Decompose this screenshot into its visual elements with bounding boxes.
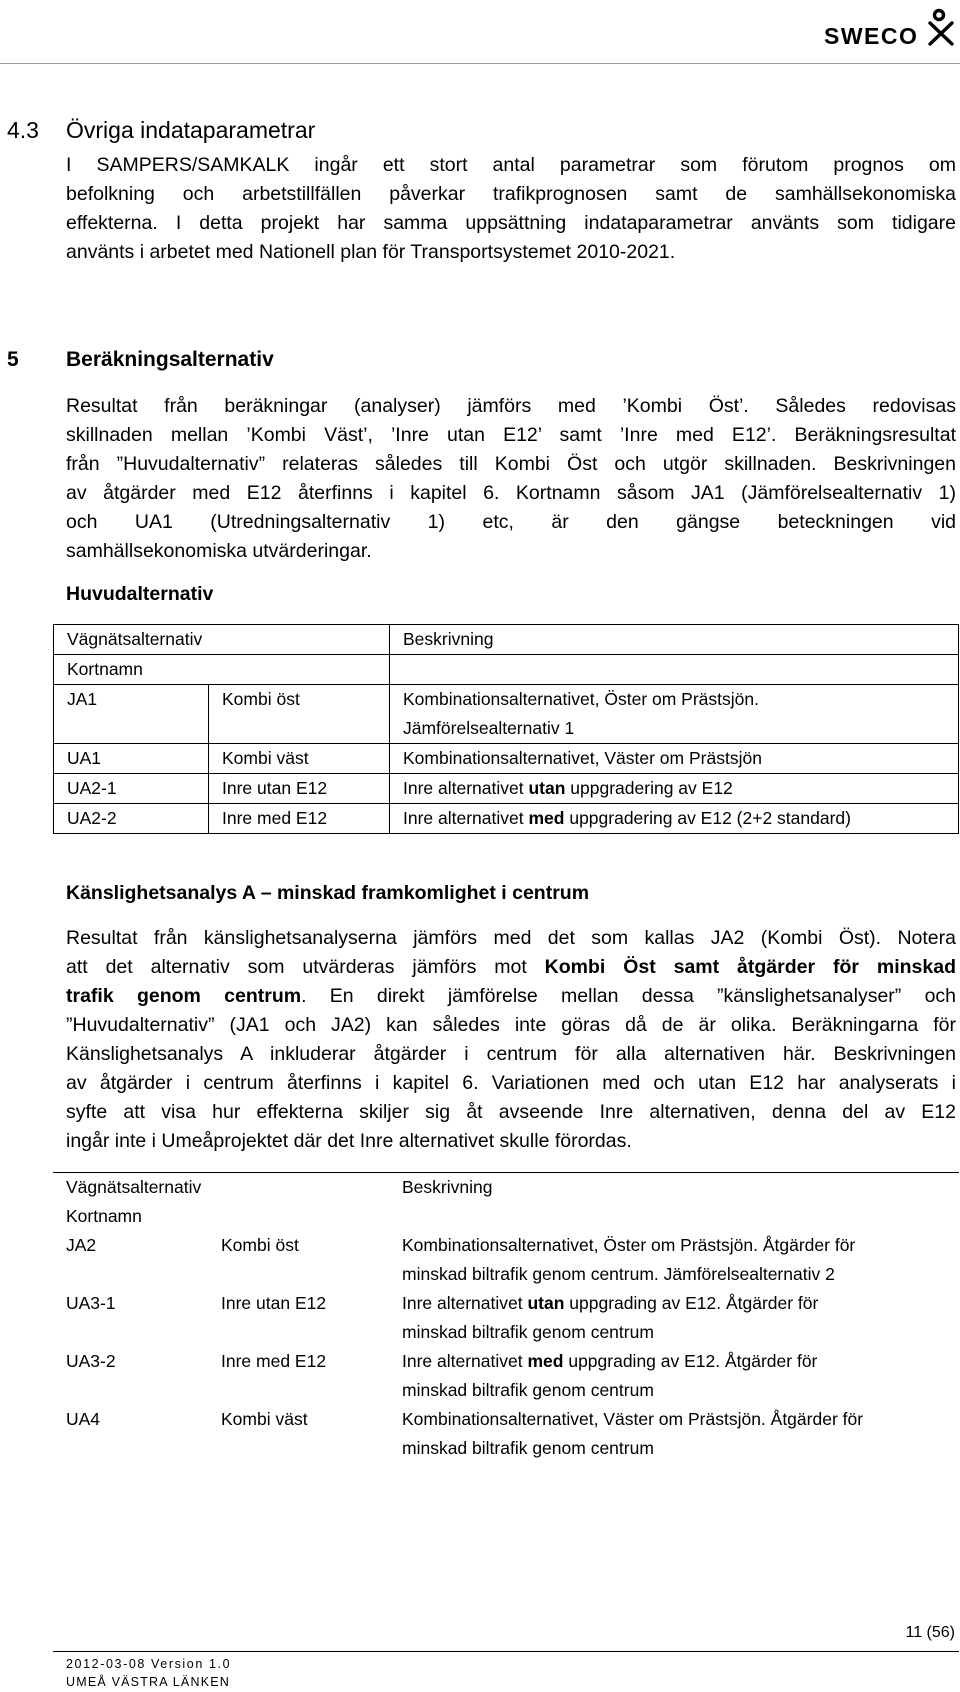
table-cell-name: Kombi öst (221, 1235, 299, 1255)
footer-project: UMEÅ VÄSTRA LÄNKEN (66, 1675, 231, 1689)
desc-bold: utan (528, 778, 566, 798)
table-row (53, 1347, 959, 1405)
table-subheader-cell (389, 1202, 959, 1231)
body-bold: Kombi Öst samt åtgärder för minskad (544, 956, 956, 978)
huvudalternativ-heading: Huvudalternativ (66, 583, 214, 605)
desc-line: Kombinationsalternativet, Öster om Prästsjön. Åtgärder för (402, 1235, 856, 1255)
kanslighetsanalys-heading: Känslighetsanalys A – minskad framkomlighet i centrum (66, 882, 590, 904)
desc-line: Kombinationsalternativet, Öster om Prästsjön. (403, 689, 759, 709)
body-line: och UA1 (Utredningsalternativ 1) etc, är den gängse beteckningen vid (66, 511, 956, 533)
desc-text: Inre alternativet (403, 808, 529, 828)
body-line: effekterna. I detta projekt har samma uppsättning indataparametrar använts som tidigare (66, 212, 956, 234)
desc-text: uppgrading av E12. Åtgärder för (563, 1351, 818, 1371)
table-cell-code: UA2-2 (54, 804, 209, 834)
table-header-row (54, 625, 959, 655)
table-cell-name: Kombi öst (209, 685, 390, 744)
page-number: 11 (56) (905, 1624, 955, 1641)
desc-bold: utan (527, 1293, 565, 1313)
desc-text: Inre alternativet (403, 778, 529, 798)
kanslighetsanalys-table (53, 1172, 959, 1463)
body-line: använts i arbetet med Nationell plan för Transportsystemet 2010-2021. (66, 241, 676, 263)
desc-bold: med (528, 808, 565, 828)
table-subheader-cell: Kortnamn (66, 1206, 142, 1226)
table-header-cell: Vägnätsalternativ (54, 625, 390, 655)
table-cell-name: Inre utan E12 (221, 1293, 327, 1313)
table-cell-name: Inre med E12 (221, 1351, 327, 1371)
table-header-cell: Beskrivning (402, 1177, 493, 1197)
body-line (66, 1127, 956, 1156)
footer-rule (53, 1651, 959, 1652)
desc-text: uppgradering av E12 (2+2 standard) (564, 808, 851, 828)
table-cell-desc (390, 774, 959, 804)
desc-line (402, 1347, 959, 1376)
desc-line: minskad biltrafik genom centrum (402, 1380, 654, 1400)
section-5-body (66, 392, 956, 566)
table-cell-desc (389, 1231, 959, 1289)
desc-text: Inre alternativet (402, 1293, 528, 1313)
table-subheader-row (54, 655, 959, 685)
header-rule (0, 63, 960, 64)
body-line: samhällsekonomiska utvärderingar. (66, 540, 372, 562)
section-4-3-heading (7, 117, 315, 144)
section-title: Beräkningsalternativ (66, 348, 274, 371)
body-text: ”Huvudalternativ” (JA1 och JA2) kan således inte göras då de är olika. Beräkningarna för (66, 1014, 956, 1036)
table-cell-code: UA2-1 (54, 774, 209, 804)
table-row (53, 1405, 959, 1463)
table-cell-desc (390, 804, 959, 834)
table-cell-code: JA2 (66, 1235, 97, 1255)
section-4-3-body (66, 151, 956, 267)
footer-date-version: 2012-03-08 Version 1.0 (66, 1657, 232, 1671)
table-cell-code: UA3-2 (66, 1351, 116, 1371)
table-cell-desc (389, 1347, 959, 1405)
table-cell-desc: Kombinationsalternativet, Väster om Prästsjön (390, 744, 959, 774)
body-line: befolkning och arbetstillfällen påverkar trafikprognosen samt de samhällsekonomiska (66, 183, 956, 205)
desc-line: minskad biltrafik genom centrum (402, 1438, 654, 1458)
body-line (66, 982, 956, 1011)
body-line: skillnaden mellan ’Kombi Väst’, ’Inre utan E12’ samt ’Inre med E12’. Beräkningsresultat (66, 424, 956, 446)
section-number: 5 (7, 348, 19, 371)
desc-line (402, 1289, 959, 1318)
desc-text: uppgradering av E12 (565, 778, 733, 798)
body-line (66, 1040, 956, 1069)
logo-text: SWECO (824, 23, 919, 48)
body-line (66, 953, 956, 982)
body-text: att det alternativ som utvärderas jämförs mot (66, 956, 545, 978)
table-row (54, 744, 959, 774)
table-cell-code: JA1 (54, 685, 209, 744)
huvudalternativ-table (53, 624, 959, 834)
table-header-cell: Vägnätsalternativ (66, 1177, 202, 1197)
table-header-cell: Beskrivning (390, 625, 959, 655)
table-cell-code: UA4 (66, 1409, 101, 1429)
body-text: syfte att visa hur effekterna skiljer sig åt avseende Inre alternativen, denna del av E12 (66, 1101, 956, 1123)
body-bold: trafik genom centrum (66, 985, 302, 1007)
desc-line: Jämförelsealternativ 1 (403, 718, 575, 738)
body-text: ingår inte i Umeåprojektet där det Inre alternativet skulle förordas. (66, 1130, 632, 1152)
desc-line: Kombinationsalternativet, Väster om Prästsjön. Åtgärder för (402, 1409, 864, 1429)
table-cell-name: Kombi väst (209, 744, 390, 774)
table-subheader-row (53, 1202, 959, 1231)
body-line (66, 1069, 956, 1098)
body-text: Känslighetsanalys A inkluderar åtgärder i centrum för alla alternativen här. Beskrivningen (66, 1043, 956, 1065)
table-cell-desc (390, 685, 959, 744)
body-line: från ”Huvudalternativ” relateras således till Kombi Öst och utgör skillnaden. Beskrivningen (66, 453, 956, 475)
table-cell-desc (389, 1289, 959, 1347)
table-row (53, 1289, 959, 1347)
table-row (54, 774, 959, 804)
kanslighetsanalys-body (66, 924, 956, 1156)
section-number: 4.3 (7, 117, 39, 143)
table-subheader-cell (390, 655, 959, 685)
desc-line: minskad biltrafik genom centrum (402, 1322, 654, 1342)
body-line (66, 1011, 956, 1040)
table-row (53, 1231, 959, 1289)
body-line: I SAMPERS/SAMKALK ingår ett stort antal parametrar som förutom prognos om (66, 154, 956, 176)
body-line: av åtgärder med E12 återfinns i kapitel 6. Kortnamn såsom JA1 (Jämförelsealternativ 1) (66, 482, 956, 504)
section-title: Övriga indataparametrar (66, 117, 316, 143)
table-subheader-cell: Kortnamn (54, 655, 390, 685)
table-cell-name: Inre med E12 (209, 804, 390, 834)
body-text: Resultat från känslighetsanalyserna jämförs med det som kallas JA2 (Kombi Öst). Notera (66, 927, 956, 949)
desc-text: uppgrading av E12. Åtgärder för (564, 1293, 819, 1313)
desc-bold: med (527, 1351, 564, 1371)
table-row (54, 685, 959, 744)
table-cell-code: UA3-1 (66, 1293, 116, 1313)
body-text: av åtgärder i centrum återfinns i kapitel 6. Variationen med och utan E12 har analyserats i (66, 1072, 956, 1094)
table-cell-code: UA1 (54, 744, 209, 774)
body-line (66, 1098, 956, 1127)
section-5-heading (7, 348, 274, 372)
body-line (66, 924, 956, 953)
table-cell-name: Inre utan E12 (209, 774, 390, 804)
body-line: Resultat från beräkningar (analyser) jämförs med ’Kombi Öst’. Således redovisas (66, 395, 956, 417)
body-text: . En direkt jämförelse mellan dessa ”känslighetsanalyser” och (301, 985, 957, 1007)
sweco-logo (822, 8, 960, 48)
desc-text: Inre alternativet (402, 1351, 528, 1371)
desc-line: minskad biltrafik genom centrum. Jämförelsealternativ 2 (402, 1264, 835, 1284)
table-header-row (53, 1173, 959, 1203)
table-cell-desc (389, 1405, 959, 1463)
table-cell-name: Kombi väst (221, 1409, 308, 1429)
table-row (54, 804, 959, 834)
